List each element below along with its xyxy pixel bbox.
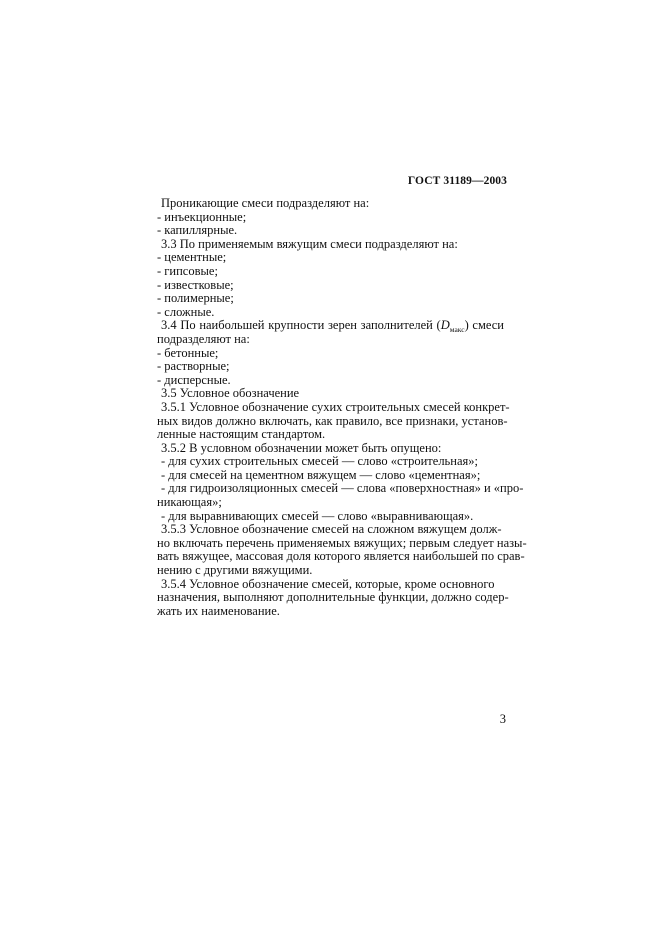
- list-item: - капиллярные.: [157, 223, 238, 238]
- list-item: - дисперсные.: [157, 372, 231, 387]
- section-heading-3-3: 3.3 По применяемым вяжущим смеси подразделяют на:: [161, 236, 458, 251]
- list-item: - растворные;: [157, 359, 230, 374]
- list-item: - полимерные;: [157, 291, 234, 306]
- list-item-continuation: никающая»;: [157, 495, 222, 510]
- paragraph-3-5-1-line: ных видов должно включать, как правило, все признаки, установ-: [157, 413, 508, 428]
- list-item: - для сухих строительных смесей — слово «строительная»;: [161, 454, 478, 469]
- formula-subscript: макс: [449, 325, 465, 335]
- section-heading-3-5: 3.5 Условное обозначение: [161, 386, 300, 401]
- text-line: Проникающие смеси подразделяют на:: [161, 196, 370, 210]
- paragraph-3-5-2-line: 3.5.2 В условном обозначении может быть опущено:: [161, 440, 442, 455]
- list-item: - сложные.: [157, 304, 215, 319]
- list-item: - известковые;: [157, 277, 234, 292]
- body-text: [157, 196, 527, 618]
- list-item: - гипсовые;: [157, 263, 218, 278]
- list-item: - для смесей на цементном вяжущем — слово «цементная»;: [161, 467, 481, 482]
- formula-symbol: D: [440, 318, 450, 333]
- item-3-4-end: ) смеси: [464, 318, 504, 333]
- paragraph-3-5-3-line: но включать перечень применяемых вяжущих; первым следует назы-: [157, 535, 527, 550]
- list-item: - бетонные;: [157, 345, 219, 360]
- paragraph-3-5-3-line: вать вяжущее, массовая доля которого является наибольшей по срав-: [157, 549, 525, 564]
- paragraph-3-5-3-line: нению с другими вяжущими.: [157, 563, 313, 578]
- list-item: - для выравнивающих смесей — слово «выравнивающая».: [161, 508, 474, 523]
- list-item: - цементные;: [157, 250, 227, 265]
- standard-code-header: ГОСТ 31189—2003: [407, 175, 507, 187]
- list-item: - для гидроизоляционных смесей — слова «поверхностная» и «про-: [161, 481, 524, 496]
- text-line: подразделяют на:: [157, 331, 250, 346]
- paragraph-3-5-4-line: 3.5.4 Условное обозначение смесей, которые, кроме основного: [161, 576, 495, 591]
- paragraph-3-5-4-line: назначения, выполняют дополнительные функции, должно содер-: [157, 590, 509, 605]
- paragraph-3-5-4-line: жать их наименование.: [157, 603, 280, 618]
- paragraph-3-5-1-line: 3.5.1 Условное обозначение сухих строительных смесей конкрет-: [161, 399, 510, 414]
- item-3-4-start: 3.4 По наибольшей крупности зерен заполнителей (: [161, 318, 441, 333]
- paragraph-3-5-1-line: ленные настоящим стандартом.: [157, 427, 326, 442]
- page-number: 3: [499, 712, 506, 726]
- section-heading-3-4: [157, 319, 504, 333]
- list-item: - инъекционные;: [157, 209, 247, 224]
- paragraph-3-5-3-line: 3.5.3 Условное обозначение смесей на сложном вяжущем долж-: [161, 522, 502, 537]
